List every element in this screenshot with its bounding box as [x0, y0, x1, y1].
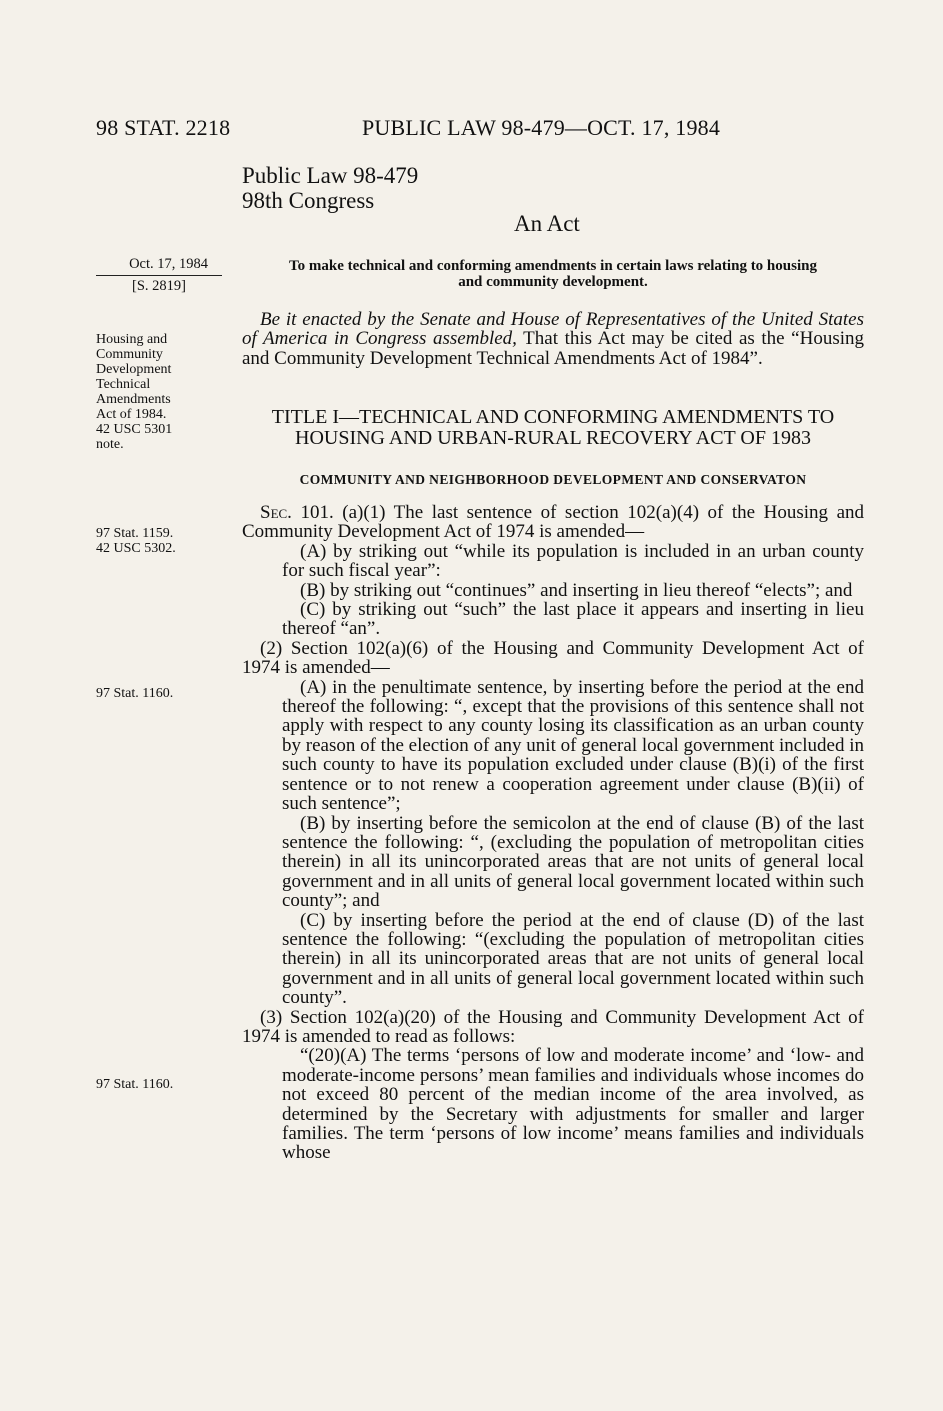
- clause: (A) in the penultimate sentence, by inserting before the period at the end thereof the following: “, except that the provisions of this sentence shall not apply with respect to any county losing its classification as an urban county by reason of the election of any unit of general local government included in such county to have its population excluded under clause (B)(i) of the first sentence or to not renew a cooperation agreement under clause (B)(ii) of such sentence”;: [282, 676, 864, 815]
- purpose-line: and community development.: [458, 274, 648, 290]
- enacting-formula: Be it enacted by the Senate and House of Representatives of the United States of America in Congress assembled,: [242, 309, 864, 350]
- sec101-margin-note: [96, 526, 176, 556]
- stat-page-number: 98 STAT. 2218: [96, 115, 231, 140]
- margin-line: Community: [96, 347, 163, 362]
- para3-margin-note: 97 Stat. 1160.: [96, 1077, 174, 1092]
- paragraph: Sec. 101. (a)(1) The last sentence of section 102(a)(4) of the Housing and Community Development Act of 1974 is amended—: [242, 502, 864, 543]
- short-title-margin-note: [96, 332, 172, 452]
- clause: (B) by striking out “continues” and inserting in lieu thereof “elects”; and: [300, 579, 853, 601]
- margin-rule: [96, 275, 222, 276]
- date-bill-note: [96, 256, 222, 295]
- bill-number: [S. 2819]: [132, 278, 186, 294]
- enacting-clause: [242, 310, 864, 368]
- section-label: Sec.: [260, 502, 292, 523]
- congress-label: 98th Congress: [242, 188, 375, 213]
- clause: “(20)(A) The terms ‘persons of low and moderate income’ and ‘low- and moderate-income persons’ mean families and individuals whose incomes do not exceed 80 percent of the median income of the area involved, as determined by the Secretary with adjustments for smaller and larger families. The term ‘persons of low income’ means families and individuals whose: [282, 1045, 864, 1164]
- margin-line: Housing and: [96, 332, 168, 347]
- margin-line: 42 USC 5301: [96, 422, 173, 437]
- margin-line: Act of 1984.: [96, 407, 167, 422]
- margin-line: Development: [96, 362, 172, 377]
- running-title: PUBLIC LAW 98-479—OCT. 17, 1984: [362, 115, 721, 140]
- clause: (C) by inserting before the period at the end of clause (D) of the last sentence the following: “(excluding the population of metropolitan cities therein) in all its unincorporated areas that are not units of general local government and in all units of general local government located within such county”.: [282, 909, 864, 1009]
- para2-margin-note: 97 Stat. 1160.: [96, 686, 174, 701]
- paragraph: (2) Section 102(a)(6) of the Housing and Community Development Act of 1974 is amended—: [242, 637, 864, 679]
- section-101: [242, 503, 864, 1163]
- enactment-date: Oct. 17, 1984: [129, 256, 208, 272]
- margin-line: Technical: [96, 377, 151, 392]
- margin-line: Amendments: [96, 392, 171, 407]
- title-heading: [242, 407, 864, 449]
- title-heading-line: HOUSING AND URBAN-RURAL RECOVERY ACT OF 1983: [295, 427, 811, 449]
- purpose-line: To make technical and conforming amendments in certain laws relating to housing: [289, 258, 817, 274]
- clause: (A) by striking out “while its population is included in an urban county for such fiscal year”:: [282, 540, 864, 582]
- clause: (C) by striking out “such” the last place it appears and inserting in lieu thereof “an”.: [282, 599, 864, 640]
- margin-line: 97 Stat. 1159.: [96, 526, 174, 541]
- clause: (B) by inserting before the semicolon at the end of clause (B) of the last sentence the following: “, (excluding the population of metropolitan cities therein) in all its unincorporated areas that are not units of general local government and in all units of general local government located within such county”; and: [282, 812, 864, 912]
- law-number: Public Law 98-479: [242, 163, 419, 188]
- paragraph: (3) Section 102(a)(20) of the Housing and Community Development Act of 1974 is amended to read as follows:: [242, 1006, 864, 1047]
- margin-line: 42 USC 5302.: [96, 541, 176, 556]
- act-label: An Act: [514, 211, 580, 236]
- margin-line: note.: [96, 437, 124, 452]
- act-purpose: [242, 258, 864, 290]
- title-heading-line: TITLE I—TECHNICAL AND CONFORMING AMENDMENTS TO: [271, 406, 835, 428]
- subtitle-heading: COMMUNITY AND NEIGHBORHOOD DEVELOPMENT AND CONSERVATON: [299, 472, 807, 487]
- short-title-text: That this Act may be cited as the “Housing and Community Development Technical Amendments Act of 1984”.: [242, 328, 864, 369]
